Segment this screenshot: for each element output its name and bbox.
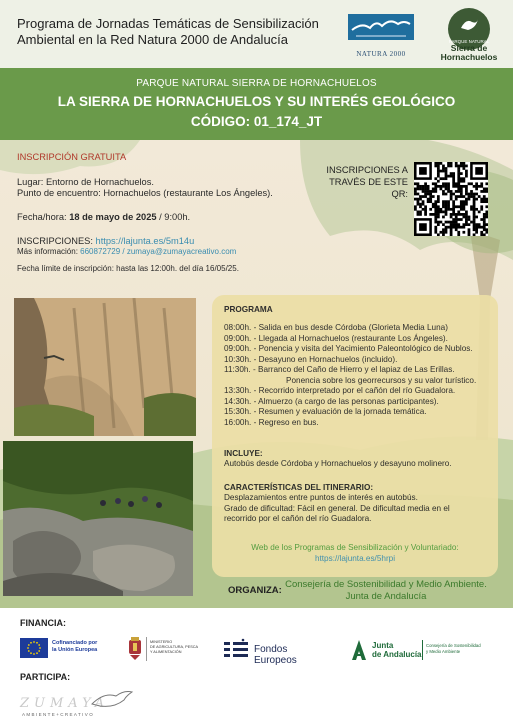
spain-shield-icon bbox=[126, 637, 144, 661]
includes-text: Autobús desde Córdoba y Hornachuelos y desayuno molinero. bbox=[224, 459, 452, 468]
consejeria-line1: Consejería de Sostenibilidad bbox=[426, 643, 481, 648]
ministry-logo bbox=[126, 637, 218, 663]
ministry-line3: Y ALIMENTACIÓN bbox=[150, 650, 182, 654]
eu-flag-icon bbox=[20, 638, 48, 658]
includes-heading: INCLUYE: bbox=[224, 449, 263, 458]
itinerary-line: Desplazamientos entre puntos de interés en autobús. bbox=[224, 493, 418, 502]
program-item: 13:30h. - Recorrido interpretado por el cañón del río Guadalora. bbox=[224, 386, 456, 395]
eu-text-line1: Cofinanciado por bbox=[52, 640, 98, 646]
junta-andalucia-logo bbox=[350, 638, 500, 664]
fondos-europeos-logo bbox=[222, 638, 332, 666]
eu-text bbox=[52, 640, 97, 654]
natura-2000-logo bbox=[346, 10, 416, 58]
program-item: 15:30h. - Resumen y evaluación de la jornada temática. bbox=[224, 407, 427, 416]
junta-divider bbox=[422, 640, 423, 660]
deadline-text: Fecha límite de inscripción: hasta las 12:00h. del día 16/05/25. bbox=[17, 264, 239, 273]
date-value: 18 de mayo de 2025 bbox=[69, 212, 157, 222]
ministry-line1: MINISTERIO bbox=[150, 640, 173, 644]
organizer-line1: Consejería de Sostenibilidad y Medio Ambiente. bbox=[285, 579, 487, 590]
date-time bbox=[17, 211, 190, 223]
itinerary-line: Grado de dificultad: Fácil en general. De dificultad media en el bbox=[224, 503, 450, 513]
fondos-text: Fondos Europeos bbox=[254, 644, 297, 666]
program-item: 11:30h. - Barranco del Caño de Hierro y el lapiaz de Las Erillas. bbox=[224, 365, 455, 374]
park-name: PARQUE NATURAL SIERRA DE HORNACHUELOS bbox=[136, 78, 377, 89]
program-panel bbox=[212, 295, 498, 577]
top-header bbox=[0, 0, 513, 68]
park-logo bbox=[436, 8, 502, 64]
title-band bbox=[0, 68, 513, 140]
junta-name bbox=[372, 641, 422, 659]
canyon-hikers-photo bbox=[3, 441, 193, 596]
date-label: Fecha/hora: bbox=[17, 212, 70, 222]
financia-label: FINANCIA: bbox=[20, 618, 66, 628]
qr-code-icon bbox=[414, 162, 488, 236]
more-info-line bbox=[17, 246, 236, 258]
organizer bbox=[276, 579, 496, 603]
program-heading: PROGRAMA bbox=[224, 305, 273, 314]
location-text: Lugar: Entorno de Hornachuelos. bbox=[17, 177, 154, 187]
footer bbox=[0, 608, 513, 721]
park-logo-name: Sierra de Hornachuelos bbox=[440, 43, 498, 62]
consejeria-line2: y Medio Ambiente bbox=[426, 648, 461, 654]
program-title: Programa de Jornadas Temáticas de Sensibilización Ambiental en la Red Natura 2000 de Andalucía bbox=[17, 16, 319, 47]
more-info-label: Más información: bbox=[17, 247, 81, 256]
web-label: Web de los Programas de Sensibilización y Voluntariado: bbox=[251, 543, 459, 552]
more-info-contact[interactable]: 660872729 / zumaya@zumayacreativo.com bbox=[80, 247, 237, 256]
eu-cofunded-logo bbox=[20, 638, 118, 662]
zumaya-logo bbox=[20, 686, 140, 718]
ministry-line2: DE AGRICULTURA, PESCA bbox=[150, 645, 199, 649]
program-item: 09:00h. - Llegada al Hornachuelos (restaurante Los Ángeles). bbox=[224, 333, 448, 343]
event-title: LA SIERRA DE HORNACHUELOS Y SU INTERÉS GEOLÓGICO bbox=[57, 94, 456, 109]
event-code: CÓDIGO: 01_174_JT bbox=[190, 114, 323, 129]
itinerary-line: recorrido por el cañón del río Guadalora. bbox=[224, 514, 372, 523]
program-item: 14:30h. - Almuerzo (a cargo de las personas participantes). bbox=[224, 396, 439, 406]
registration-label: INSCRIPCIONES: bbox=[17, 236, 96, 246]
fondos-europeos-icon bbox=[222, 638, 250, 662]
junta-line1: Junta bbox=[372, 641, 394, 650]
program-item: 16:00h. - Regreso en bus. bbox=[224, 417, 319, 427]
time-value: / 9:00h. bbox=[156, 212, 191, 222]
meeting-point-text: Punto de encuentro: Hornachuelos (restaurante Los Ángeles). bbox=[17, 188, 273, 198]
program-item: 08:00h. - Salida en bus desde Córdoba (Glorieta Media Luna) bbox=[224, 323, 448, 332]
junta-line2: de Andalucía bbox=[372, 650, 422, 659]
natura-logo-text: NATURA 2000 bbox=[356, 50, 406, 58]
park-logo-small: PARQUE NATURAL bbox=[448, 39, 490, 44]
main-content bbox=[0, 140, 513, 608]
program-item: 09:00h. - Ponencia y visita del Yacimiento Paleontológico de Nublos. bbox=[224, 344, 473, 353]
bird-logo-icon bbox=[90, 686, 134, 710]
free-registration-label: INSCRIPCIÓN GRATUITA bbox=[17, 152, 127, 162]
web-link[interactable]: https://lajunta.es/5hrpi bbox=[314, 554, 396, 563]
program-item: 10:30h. - Desayuno en Hornachuelos (incluido). bbox=[224, 354, 398, 364]
organiza-label: ORGANIZA: bbox=[228, 585, 282, 596]
zumaya-name: ZUMAYA bbox=[20, 696, 110, 711]
ministry-text bbox=[150, 640, 198, 655]
bird-icon bbox=[458, 14, 480, 36]
qr-label: INSCRIPCIONES A TRAVÉS DE ESTE QR: bbox=[326, 165, 408, 199]
program-item: Ponencia sobre los georrecursos y su valor turístico. bbox=[286, 375, 477, 385]
consejeria-text bbox=[426, 643, 481, 654]
organizer-line2: Junta de Andalucía bbox=[345, 591, 427, 602]
ministry-divider bbox=[146, 637, 147, 661]
rock-wall-photo bbox=[14, 298, 196, 436]
eu-text-line2: la Unión Europea bbox=[52, 647, 98, 653]
zumaya-subtitle: AMBIENTE+CREATIVO bbox=[22, 712, 95, 717]
participa-label: PARTICIPA: bbox=[20, 672, 71, 682]
itinerary-heading: CARACTERÍSTICAS DEL ITINERARIO: bbox=[224, 483, 374, 492]
registration-link[interactable]: https://lajunta.es/5m14u bbox=[95, 236, 195, 246]
registration-qr-code[interactable] bbox=[414, 162, 488, 236]
junta-emblem-icon bbox=[350, 638, 368, 662]
